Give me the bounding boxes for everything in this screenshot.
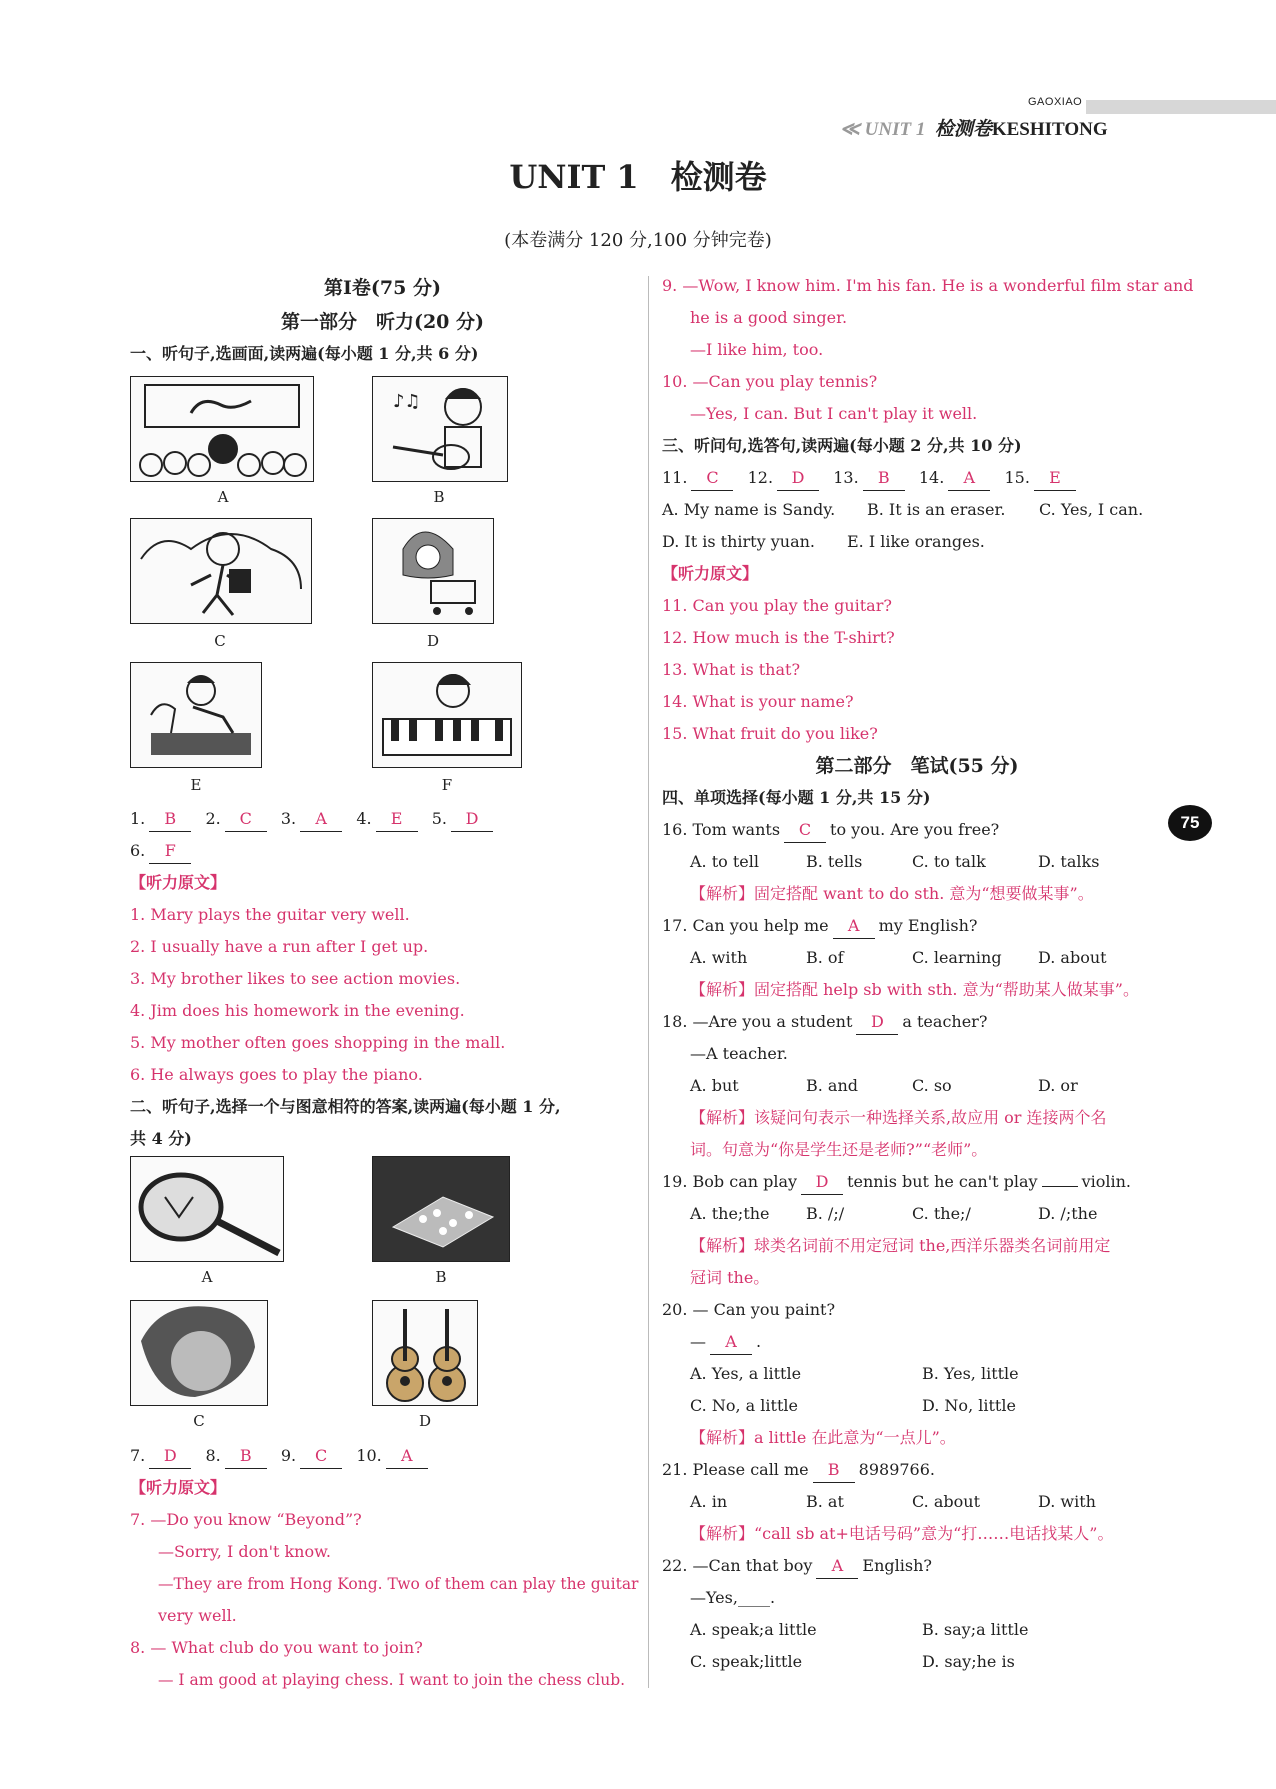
script-line: 4. Jim does his homework in the evening. [130,1001,465,1020]
section3-heading: 三、听问句,选答句,读两遍(每小题 2 分,共 10 分) [662,436,1022,455]
q-num: 5. [431,809,448,828]
left-column-end [130,1440,639,1696]
options-row [662,1198,1172,1230]
option: D. It is thirty yuan. [662,532,816,551]
explanation: 冠词 the。 [690,1268,770,1287]
answer-blank: D [777,466,819,491]
options-row [662,1614,1172,1646]
script-line: 2. I usually have a run after I get up. [130,937,429,956]
answer-row-3 [130,1440,635,1472]
option: A. in [690,1492,728,1511]
option: A. My name is Sandy. [662,500,836,519]
q-text: 21. Please call me [662,1460,809,1479]
answer-blank: D [149,1444,191,1469]
question-22 [662,1550,1172,1582]
answer-blank: D [856,1010,898,1035]
answer-blank: A [300,807,342,832]
options-row [662,494,1172,526]
option: D. talks [1038,852,1100,871]
q-text: to you. Are you free? [830,820,1000,839]
page-subtitle: (本卷满分 120 分,100 分钟完卷) [504,230,772,251]
options-row [662,1358,1172,1390]
q-num: 15. [1004,468,1030,487]
option: B. of [806,948,844,967]
option: B. at [806,1492,844,1511]
options-row [662,1390,1172,1422]
header-unit: UNIT 1 [864,119,926,140]
picture-boy-running [130,518,312,624]
script-line: 6. He always goes to play the piano. [130,1065,423,1084]
answer-blank: A [710,1330,752,1355]
option: C. speak;little [690,1652,803,1671]
q-text: — [690,1332,706,1351]
picture-singer-face [130,1300,268,1406]
answer-blank: B [149,807,191,832]
listening-script-heading: 【听力原文】 [130,873,227,892]
section2-heading-cont: 共 4 分) [130,1129,192,1148]
answer-blank: B [863,466,905,491]
answer-row-2 [130,835,635,867]
part1-heading: 第一部分 听力(20 分) [280,311,485,333]
q-num: 6. [130,841,146,860]
running-header [840,114,1108,141]
option: C. about [912,1492,980,1511]
q-num: 2. [205,809,221,828]
options-row [662,1486,1172,1518]
listening-script-heading: 【听力原文】 [662,564,759,583]
picture2-label-a: A [201,1268,213,1286]
question-19 [662,1166,1172,1198]
q-text: 19. Bob can play [662,1172,798,1191]
explanation: 【解析】“call sb at+电话号码”意为“打……电话找某人”。 [690,1524,1114,1543]
option: A. to tell [690,852,760,871]
picture-chess-board [372,1156,510,1262]
answer-blank: C [691,466,733,491]
explanation: 【解析】该疑问句表示一种选择关系,故应用 or 连接两个名 [690,1108,1107,1127]
picture-two-guitars [372,1300,478,1406]
q-text: 18. —Are you a student [662,1012,853,1031]
option: D. with [1038,1492,1096,1511]
option: A. with [690,948,748,967]
volume-heading: 第Ⅰ卷(75 分) [324,277,441,299]
script-line: 15. What fruit do you like? [662,724,878,743]
option: D. about [1038,948,1107,967]
picture-movie-audience [130,376,314,482]
header-bar [1086,100,1276,114]
q-text: tennis but he can't play [847,1172,1038,1191]
script-line: —They are from Hong Kong. Two of them can play the guitar [158,1575,639,1593]
q-num: 12. [747,468,774,487]
option: D. or [1038,1076,1078,1095]
script-line: 8. — What club do you want to join? [130,1638,423,1657]
answer-blank: C [300,1444,342,1469]
q-num: 4. [356,809,372,828]
picture-boy-homework [130,662,262,768]
script-line: 14. What is your name? [662,692,854,711]
answer-blank: A [948,466,990,491]
explanation: 【解析】a little 在此意为“一点儿”。 [690,1428,956,1447]
script-line: —Sorry, I don't know. [158,1542,331,1561]
options-row [662,1070,1172,1102]
svg-text:♪♫: ♪♫ [393,391,421,412]
question-16 [662,814,1172,846]
picture-label-b: B [433,488,445,506]
answer-blank: E [376,807,418,832]
answer-blank: E [1034,466,1076,491]
section4-heading: 四、单项选择(每小题 1 分,共 15 分) [662,788,931,807]
q-text: violin. [1081,1172,1131,1191]
header-gaoxiao: GAOXIAO [1028,96,1083,108]
script-line: 5. My mother often goes shopping in the mall. [130,1033,506,1052]
answer-blank: D [451,807,493,832]
option: D. /;the [1038,1204,1098,1223]
script-line: 3. My brother likes to see action movies. [130,969,461,988]
option: C. learning [912,948,1002,967]
option: A. but [690,1076,739,1095]
q-text: 16. Tom wants [662,820,781,839]
page-title: UNIT 1 检测卷 [509,158,767,196]
question-21 [662,1454,1172,1486]
option: E. I like oranges. [847,532,985,551]
answer-blank: A [816,1554,858,1579]
script-line: 7. —Do you know “Beyond”? [130,1510,362,1529]
section2-heading: 二、听句子,选择一个与图意相符的答案,读两遍(每小题 1 分, [130,1097,561,1116]
part2-heading: 第二部分 笔试(55 分) [815,755,1019,777]
picture-girl-piano [372,662,522,768]
option: C. so [912,1076,952,1095]
answer-blank: B [225,1444,267,1469]
q-num: 14. [918,468,945,487]
option: D. say;he is [922,1652,1015,1671]
options-row [662,942,1172,974]
option: C. Yes, I can. [1039,500,1144,519]
option: B. and [806,1076,859,1095]
chevron-left-icon: ≪ [840,119,860,140]
picture-girl-shopping [372,518,494,624]
q-num: 10. [356,1446,382,1465]
picture2-label-c: C [193,1412,205,1430]
script-line: 13. What is that? [662,660,801,679]
script-line: — I am good at playing chess. I want to join the chess club. [158,1671,626,1689]
picture-label-c: C [214,632,226,650]
option: B. say;a little [922,1620,1029,1639]
header-jc: 检测卷 [934,119,992,140]
q-num: 9. [280,1446,297,1465]
q-num: 13. [833,468,859,487]
answer-blank: B [813,1458,855,1483]
q-text: a teacher? [902,1012,988,1031]
q-text: 8989766. [858,1460,935,1479]
options-row [662,526,1172,558]
q-num: 8. [205,1446,221,1465]
question-20: 20. — Can you paint? [662,1300,836,1319]
q-text: 22. —Can that boy [662,1556,813,1575]
option: A. the;the [690,1204,770,1223]
picture2-label-d: D [418,1412,432,1430]
page-number: 75 [1168,805,1212,841]
question-18 [662,1006,1172,1038]
script-line: very well. [158,1606,237,1625]
q-num: 11. [662,468,688,487]
left-column-cont [130,803,635,1155]
option: C. No, a little [690,1396,798,1415]
options-row [662,846,1172,878]
q-text: —Yes,____. [690,1588,776,1607]
answer-blank: C [784,818,826,843]
q-text: English? [862,1556,932,1575]
explanation: 【解析】固定搭配 want to do sth. 意为“想要做某事”。 [690,884,1094,903]
script-line: 10. —Can you play tennis? [662,372,878,391]
picture-label-e: E [190,776,202,794]
options-row [662,1646,1172,1678]
q-num: 1. [130,809,146,828]
picture-label-f: F [441,776,453,794]
column-divider [648,276,649,1688]
explanation: 词。句意为“你是学生还是老师?”“老师”。 [690,1140,988,1159]
header-brand: KESHITONG [991,119,1108,140]
option: D. No, little [922,1396,1016,1415]
option: C. the;/ [912,1204,971,1223]
section1-heading: 一、听句子,选画面,读两遍(每小题 1 分,共 6 分) [130,344,479,363]
option: B. /;/ [806,1204,845,1223]
picture-label-d: D [426,632,440,650]
option: A. speak;a little [690,1620,817,1639]
answer-blank: A [833,914,875,939]
script-line: 11. Can you play the guitar? [662,596,892,615]
script-line: 9. —Wow, I know him. I'm his fan. He is a wonderful film star and [662,276,1194,295]
q-text: my English? [878,916,978,935]
script-line: he is a good singer. [690,308,848,327]
answer-blank: D [801,1170,843,1195]
q-num: 3. [280,809,297,828]
picture2-label-b: B [435,1268,447,1286]
option: B. tells [806,852,863,871]
answer-blank: A [386,1444,428,1469]
question-20-answer: — A . [662,1326,1172,1358]
answer-row-4 [662,462,1172,494]
explanation: 【解析】固定搭配 help sb with sth. 意为“帮助某人做某事”。 [690,980,1139,999]
script-line: 12. How much is the T-shirt? [662,628,895,647]
picture-tennis-racket [130,1156,284,1262]
listening-script-heading: 【听力原文】 [130,1478,227,1497]
picture-label-a: A [217,488,229,506]
q-text: —A teacher. [690,1044,788,1063]
script-line: 1. Mary plays the guitar very well. [130,905,410,924]
question-17 [662,910,1172,942]
picture-girl-guitar [372,376,508,482]
answer-row-1 [130,803,635,835]
empty-blank [1042,1186,1078,1187]
option: C. to talk [912,852,986,871]
option: A. Yes, a little [690,1364,802,1383]
answer-blank: F [149,839,191,864]
q-text: 17. Can you help me [662,916,829,935]
option: B. Yes, little [922,1364,1019,1383]
script-line: —Yes, I can. But I can't play it well. [690,404,978,423]
answer-blank: C [225,807,267,832]
left-column [130,272,635,370]
option: B. It is an eraser. [867,500,1006,519]
script-line: —I like him, too. [690,340,824,359]
explanation: 【解析】球类名词前不用定冠词 the,西洋乐器类名词前用定 [690,1236,1111,1255]
q-num: 7. [130,1446,146,1465]
